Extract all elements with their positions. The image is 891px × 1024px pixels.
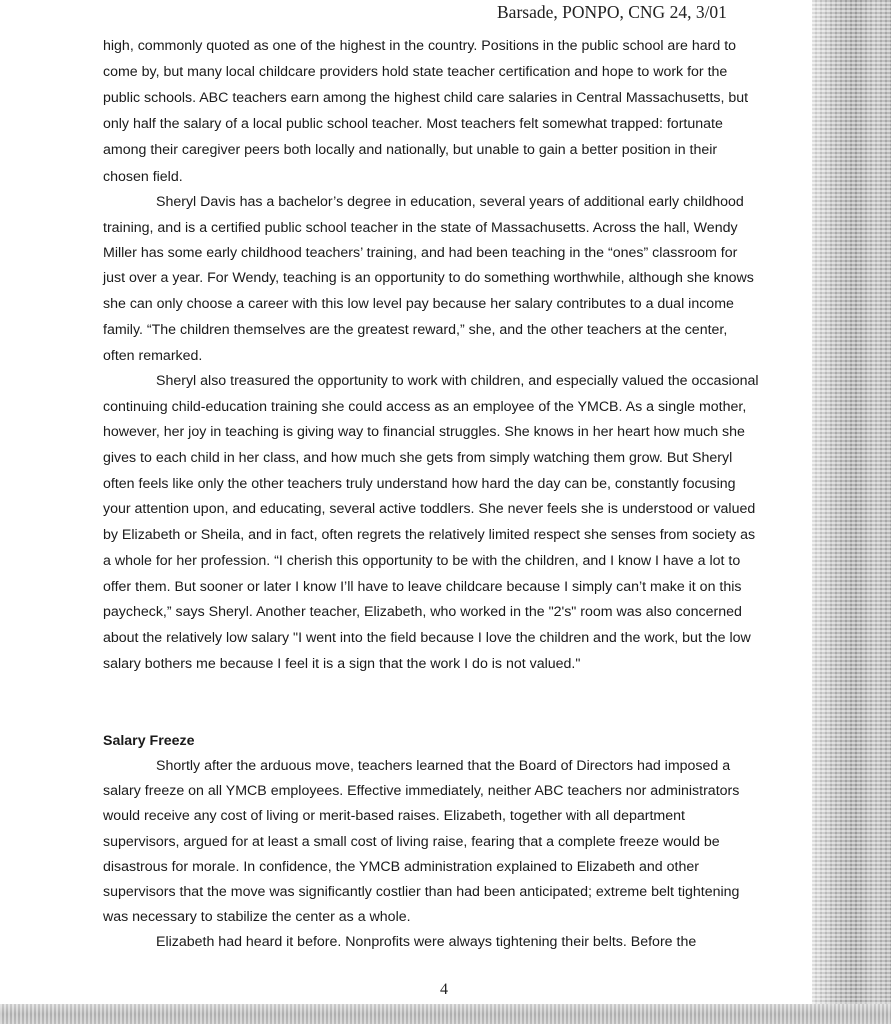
text-line: salary bothers me because I feel it is a sign that the work I do is not valued.": [103, 656, 581, 672]
text-line: public schools. ABC teachers earn among the highest child care salaries in Central Massachusetts, but: [103, 90, 749, 106]
text-line: offer them. But sooner or later I know I’ll have to leave childcare because I simply can’t make it on this: [103, 579, 742, 595]
text-line: Sheryl Davis has a bachelor’s degree in education, several years of additional early childhood: [156, 194, 744, 210]
text-line: salary freeze on all YMCB employees. Effective immediately, neither ABC teachers nor administrators: [103, 783, 740, 799]
text-line: disastrous for morale. In confidence, the YMCB administration explained to Elizabeth and other: [103, 859, 699, 875]
text-line: however, her joy in teaching is giving way to financial struggles. She knows in her heart how much she: [103, 424, 745, 440]
text-line: Sheryl also treasured the opportunity to work with children, and especially valued the occasional: [156, 373, 759, 389]
text-line: by Elizabeth or Sheila, and in fact, often regrets the relatively limited respect she senses from society as: [103, 527, 756, 543]
text-line: family. “The children themselves are the greatest reward,” she, and the other teachers at the center,: [103, 322, 728, 338]
text-line: only half the salary of a local public school teacher. Most teachers felt somewhat trapped: fortunate: [103, 116, 723, 132]
text-line: paycheck,” says Sheryl. Another teacher, Elizabeth, who worked in the "2's" room was also concerned: [103, 604, 742, 620]
text-line: Miller has some early childhood teachers’ training, and had been teaching in the “ones” classroom for: [103, 245, 738, 261]
scan-edge-right: [812, 0, 891, 1024]
text-line: training, and is a certified public school teacher in the state of Massachusetts. Across the hall, Wendy: [103, 220, 738, 236]
text-line: among their caregiver peers both locally and nationally, but unable to gain a better position in their: [103, 142, 718, 158]
text-line: about the relatively low salary "I went into the field because I love the children and the work, but the low: [103, 630, 751, 646]
text-line: Elizabeth had heard it before. Nonprofits were always tightening their belts. Before the: [156, 934, 697, 950]
text-line: often feels like only the other teachers truly understand how hard the day can be, constantly focusing: [103, 476, 736, 492]
text-line: would receive any cost of living or merit-based raises. Elizabeth, together with all department: [103, 808, 685, 824]
text-line: she can only choose a career with this low level pay because her salary contributes to a dual income: [103, 296, 734, 312]
text-line: continuing child-education training she could access as an employee of the YMCB. As a single mother,: [103, 399, 747, 415]
text-line: your attention upon, and educating, several active toddlers. She never feels she is understood or valued: [103, 501, 756, 517]
text-line: just over a year. For Wendy, teaching is an opportunity to do something worthwhile, although she knows: [103, 270, 754, 286]
running-header: Barsade, PONPO, CNG 24, 3/01: [497, 2, 727, 22]
text-line: chosen field.: [103, 169, 183, 185]
text-line: often remarked.: [103, 348, 203, 364]
text-line: Shortly after the arduous move, teachers learned that the Board of Directors had imposed a: [156, 758, 731, 774]
section-heading: Salary Freeze: [103, 733, 195, 749]
text-line: come by, but many local childcare providers hold state teacher certification and hope to work for the: [103, 64, 728, 80]
page-number: 4: [440, 981, 448, 998]
text-line: high, commonly quoted as one of the highest in the country. Positions in the public school are hard to: [103, 38, 737, 54]
text-line: was necessary to stabilize the center as a whole.: [103, 909, 411, 925]
text-line: a whole for her profession. “I cherish this opportunity to be with the children, and I know I have a lot to: [103, 553, 741, 569]
text-line: supervisors that the move was significantly costlier than had been anticipated; extreme belt tightening: [103, 884, 740, 900]
text-line: supervisors, argued for at least a small cost of living raise, fearing that a complete freeze would be: [103, 834, 720, 850]
text-line: gives to each child in her class, and how much she gets from simply watching them grow. But Sheryl: [103, 450, 733, 466]
scan-edge-bottom: [0, 1004, 891, 1024]
